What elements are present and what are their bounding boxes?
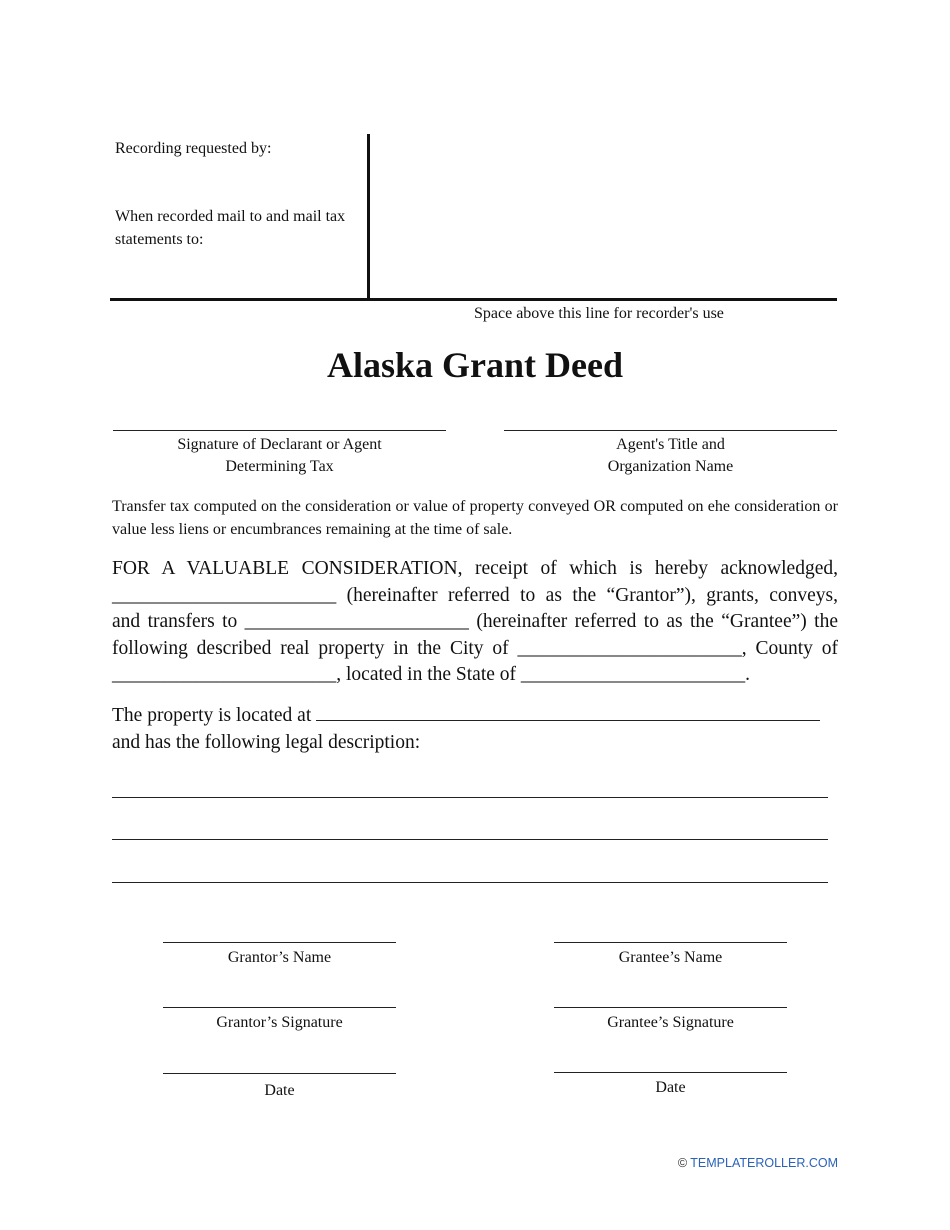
recorder-use-note: Space above this line for recorder's use <box>474 305 724 322</box>
templateroller-link[interactable]: TEMPLATEROLLER.COM <box>690 1156 838 1170</box>
grantor-name-line[interactable] <box>163 942 396 943</box>
declarant-caption-line-2: Determining Tax <box>225 458 334 475</box>
grantee-date-caption: Date <box>655 1079 686 1096</box>
grantee-date-line[interactable] <box>554 1072 787 1073</box>
grantor-date-line[interactable] <box>163 1073 396 1074</box>
grantee-signature-line[interactable] <box>554 1007 787 1008</box>
declarant-signature-line[interactable] <box>113 430 446 431</box>
footer-credit <box>678 1156 838 1170</box>
copyright-symbol: © <box>677 1156 691 1170</box>
legal-description-line-2[interactable] <box>112 839 828 840</box>
recorder-space-line <box>110 298 837 301</box>
grantor-signature-caption: Grantor’s Signature <box>216 1014 343 1031</box>
agent-caption-line-1: Agent's Title and <box>616 436 725 453</box>
legal-description-line-1[interactable] <box>112 797 828 798</box>
legal-description-line-3[interactable] <box>112 882 828 883</box>
declarant-caption-line-1: Signature of Declarant or Agent <box>177 436 382 453</box>
consideration-line-5: _______________________, located in the State of _______________________. <box>112 664 751 686</box>
consideration-line-4: following described real property in the City of _______________________, County of <box>112 637 838 659</box>
recording-box-divider <box>367 134 370 301</box>
consideration-paragraph <box>112 556 838 689</box>
grantee-name-caption: Grantee’s Name <box>618 949 723 966</box>
property-address-blank[interactable] <box>316 719 820 721</box>
recording-requested-label: Recording requested by: <box>115 140 272 157</box>
consideration-line-3: and transfers to _______________________ (hereinafter referred to as the “Grantee”) the <box>112 611 838 633</box>
agent-caption <box>504 434 837 478</box>
grantor-signature-line[interactable] <box>163 1007 396 1008</box>
property-located-label: The property is located at <box>112 705 317 726</box>
consideration-line-2: _______________________ (hereinafter referred to as the “Grantor”), grants, conveys, <box>112 584 838 606</box>
transfer-tax-paragraph: Transfer tax computed on the consideration or value of property conveyed OR computed on ehe consideration or value less liens or encumbrances remaining at the time of sale. <box>112 498 838 538</box>
mail-to-label: When recorded mail to and mail tax statements to: <box>115 208 346 248</box>
consideration-line-1: FOR A VALUABLE CONSIDERATION, receipt of which is hereby acknowledged, <box>112 558 838 579</box>
grantor-date-caption: Date <box>264 1082 295 1099</box>
grantor-name-caption: Grantor’s Name <box>227 949 332 966</box>
grantee-signature-caption: Grantee’s Signature <box>607 1014 734 1031</box>
page-title: Alaska Grant Deed <box>327 345 623 385</box>
agent-title-line[interactable] <box>504 430 837 431</box>
legal-description-label: and has the following legal description: <box>112 732 421 753</box>
property-location-line <box>112 705 838 727</box>
agent-caption-line-2: Organization Name <box>607 458 734 475</box>
declarant-caption <box>113 434 446 478</box>
grantee-name-line[interactable] <box>554 942 787 943</box>
